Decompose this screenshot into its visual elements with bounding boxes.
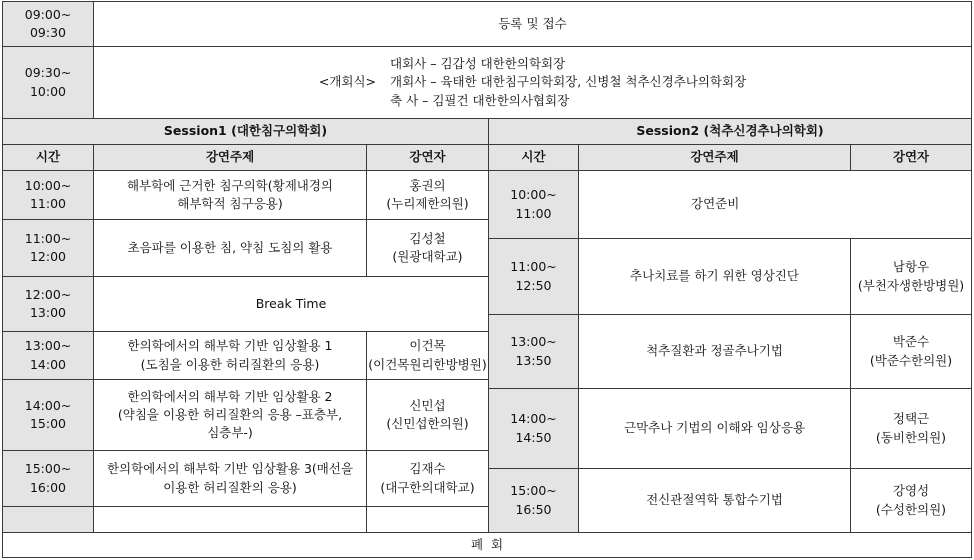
session1-time: 13:00~ 14:00: [2, 331, 94, 380]
opening-line: 축 사 – 김필건 대한한의사협회장: [390, 92, 570, 108]
session1-time: 10:00~ 11:00: [2, 170, 94, 220]
session2-topic: 척추질환과 정골추나기법: [578, 314, 851, 389]
session2-topic: 전신관절역학 통합수기법: [578, 468, 851, 533]
session1-topic: 한의학에서의 해부학 기반 임상활용 2 (약침을 이용한 허리질환의 응용 –표층부, 심층부-): [93, 379, 367, 451]
session2-time: 13:00~ 13:50: [488, 314, 579, 389]
opening-tag: <개회식>: [318, 74, 377, 90]
session1-empty-cell: [366, 506, 489, 533]
session2-topic: 추나치료를 하기 위한 영상진단: [578, 238, 851, 315]
session1-empty-cell: [93, 506, 367, 533]
session1-topic: 한의학에서의 해부학 기반 임상활용 1 (도침을 이용한 허리질환의 응용): [93, 331, 367, 380]
session2-speaker: 남항우 (부천자생한방병원): [850, 238, 972, 315]
session1-topic: 한의학에서의 해부학 기반 임상활용 3(매선을 이용한 허리질환의 응용): [93, 450, 367, 507]
session1-topic: 초음파를 이용한 침, 약침 도침의 활용: [93, 219, 367, 277]
opening-ceremony: [93, 46, 972, 119]
session1-speaker: 신민섭 (신민섭한의원): [366, 379, 489, 451]
session2-speaker: 정택근 (동비한의원): [850, 388, 972, 469]
session1-speaker: 김재수 (대구한의대학교): [366, 450, 489, 507]
session1-header-speaker: 강연자: [366, 144, 489, 171]
session2-time: 14:00~ 14:50: [488, 388, 579, 469]
session2-speaker: 강영성 (수성한의원): [850, 468, 972, 533]
opening-line: 개회사 – 육태한 대한침구의학회장, 신병철 척추신경추나의학회장: [390, 74, 747, 90]
closing: 폐 회: [2, 532, 972, 558]
opening-line: 대회사 – 김갑성 대한한의학회장: [390, 56, 566, 72]
session1-empty-cell: [2, 506, 94, 533]
session2-time: 15:00~ 16:50: [488, 468, 579, 533]
registration-title: 등록 및 접수: [93, 1, 972, 47]
session1-header-time: 시간: [2, 144, 94, 171]
break-time: Break Time: [93, 276, 489, 332]
session1-topic: 해부학에 근거한 침구의학(황제내경의 해부학적 침구응용): [93, 170, 367, 220]
session1-speaker: 홍권의 (누리제한의원): [366, 170, 489, 220]
session2-speaker: 박준수 (박준수한의원): [850, 314, 972, 389]
session1-speaker: 이건목 (이건목원리한방병원): [366, 331, 489, 380]
session1-time: 12:00~ 13:00: [2, 276, 94, 332]
registration-time: 09:00~ 09:30: [2, 1, 94, 47]
session1-time: 14:00~ 15:00: [2, 379, 94, 451]
session2-header-time: 시간: [488, 144, 579, 171]
session2-title: Session2 (척추신경추나의학회): [488, 118, 972, 145]
session1-title: Session1 (대한침구의학회): [2, 118, 489, 145]
opening-time: 09:30~ 10:00: [2, 46, 94, 119]
session2-topic: 근막추나 기법의 이해와 임상응용: [578, 388, 851, 469]
session1-header-topic: 강연주제: [93, 144, 367, 171]
session2-header-topic: 강연주제: [578, 144, 851, 171]
session1-time: 15:00~ 16:00: [2, 450, 94, 507]
session2-header-speaker: 강연자: [850, 144, 972, 171]
session2-time: 11:00~ 12:50: [488, 238, 579, 315]
session2-time: 10:00~ 11:00: [488, 170, 579, 239]
lecture-prep: 강연준비: [578, 170, 972, 239]
session1-time: 11:00~ 12:00: [2, 219, 94, 277]
session1-speaker: 김성철 (원광대학교): [366, 219, 489, 277]
